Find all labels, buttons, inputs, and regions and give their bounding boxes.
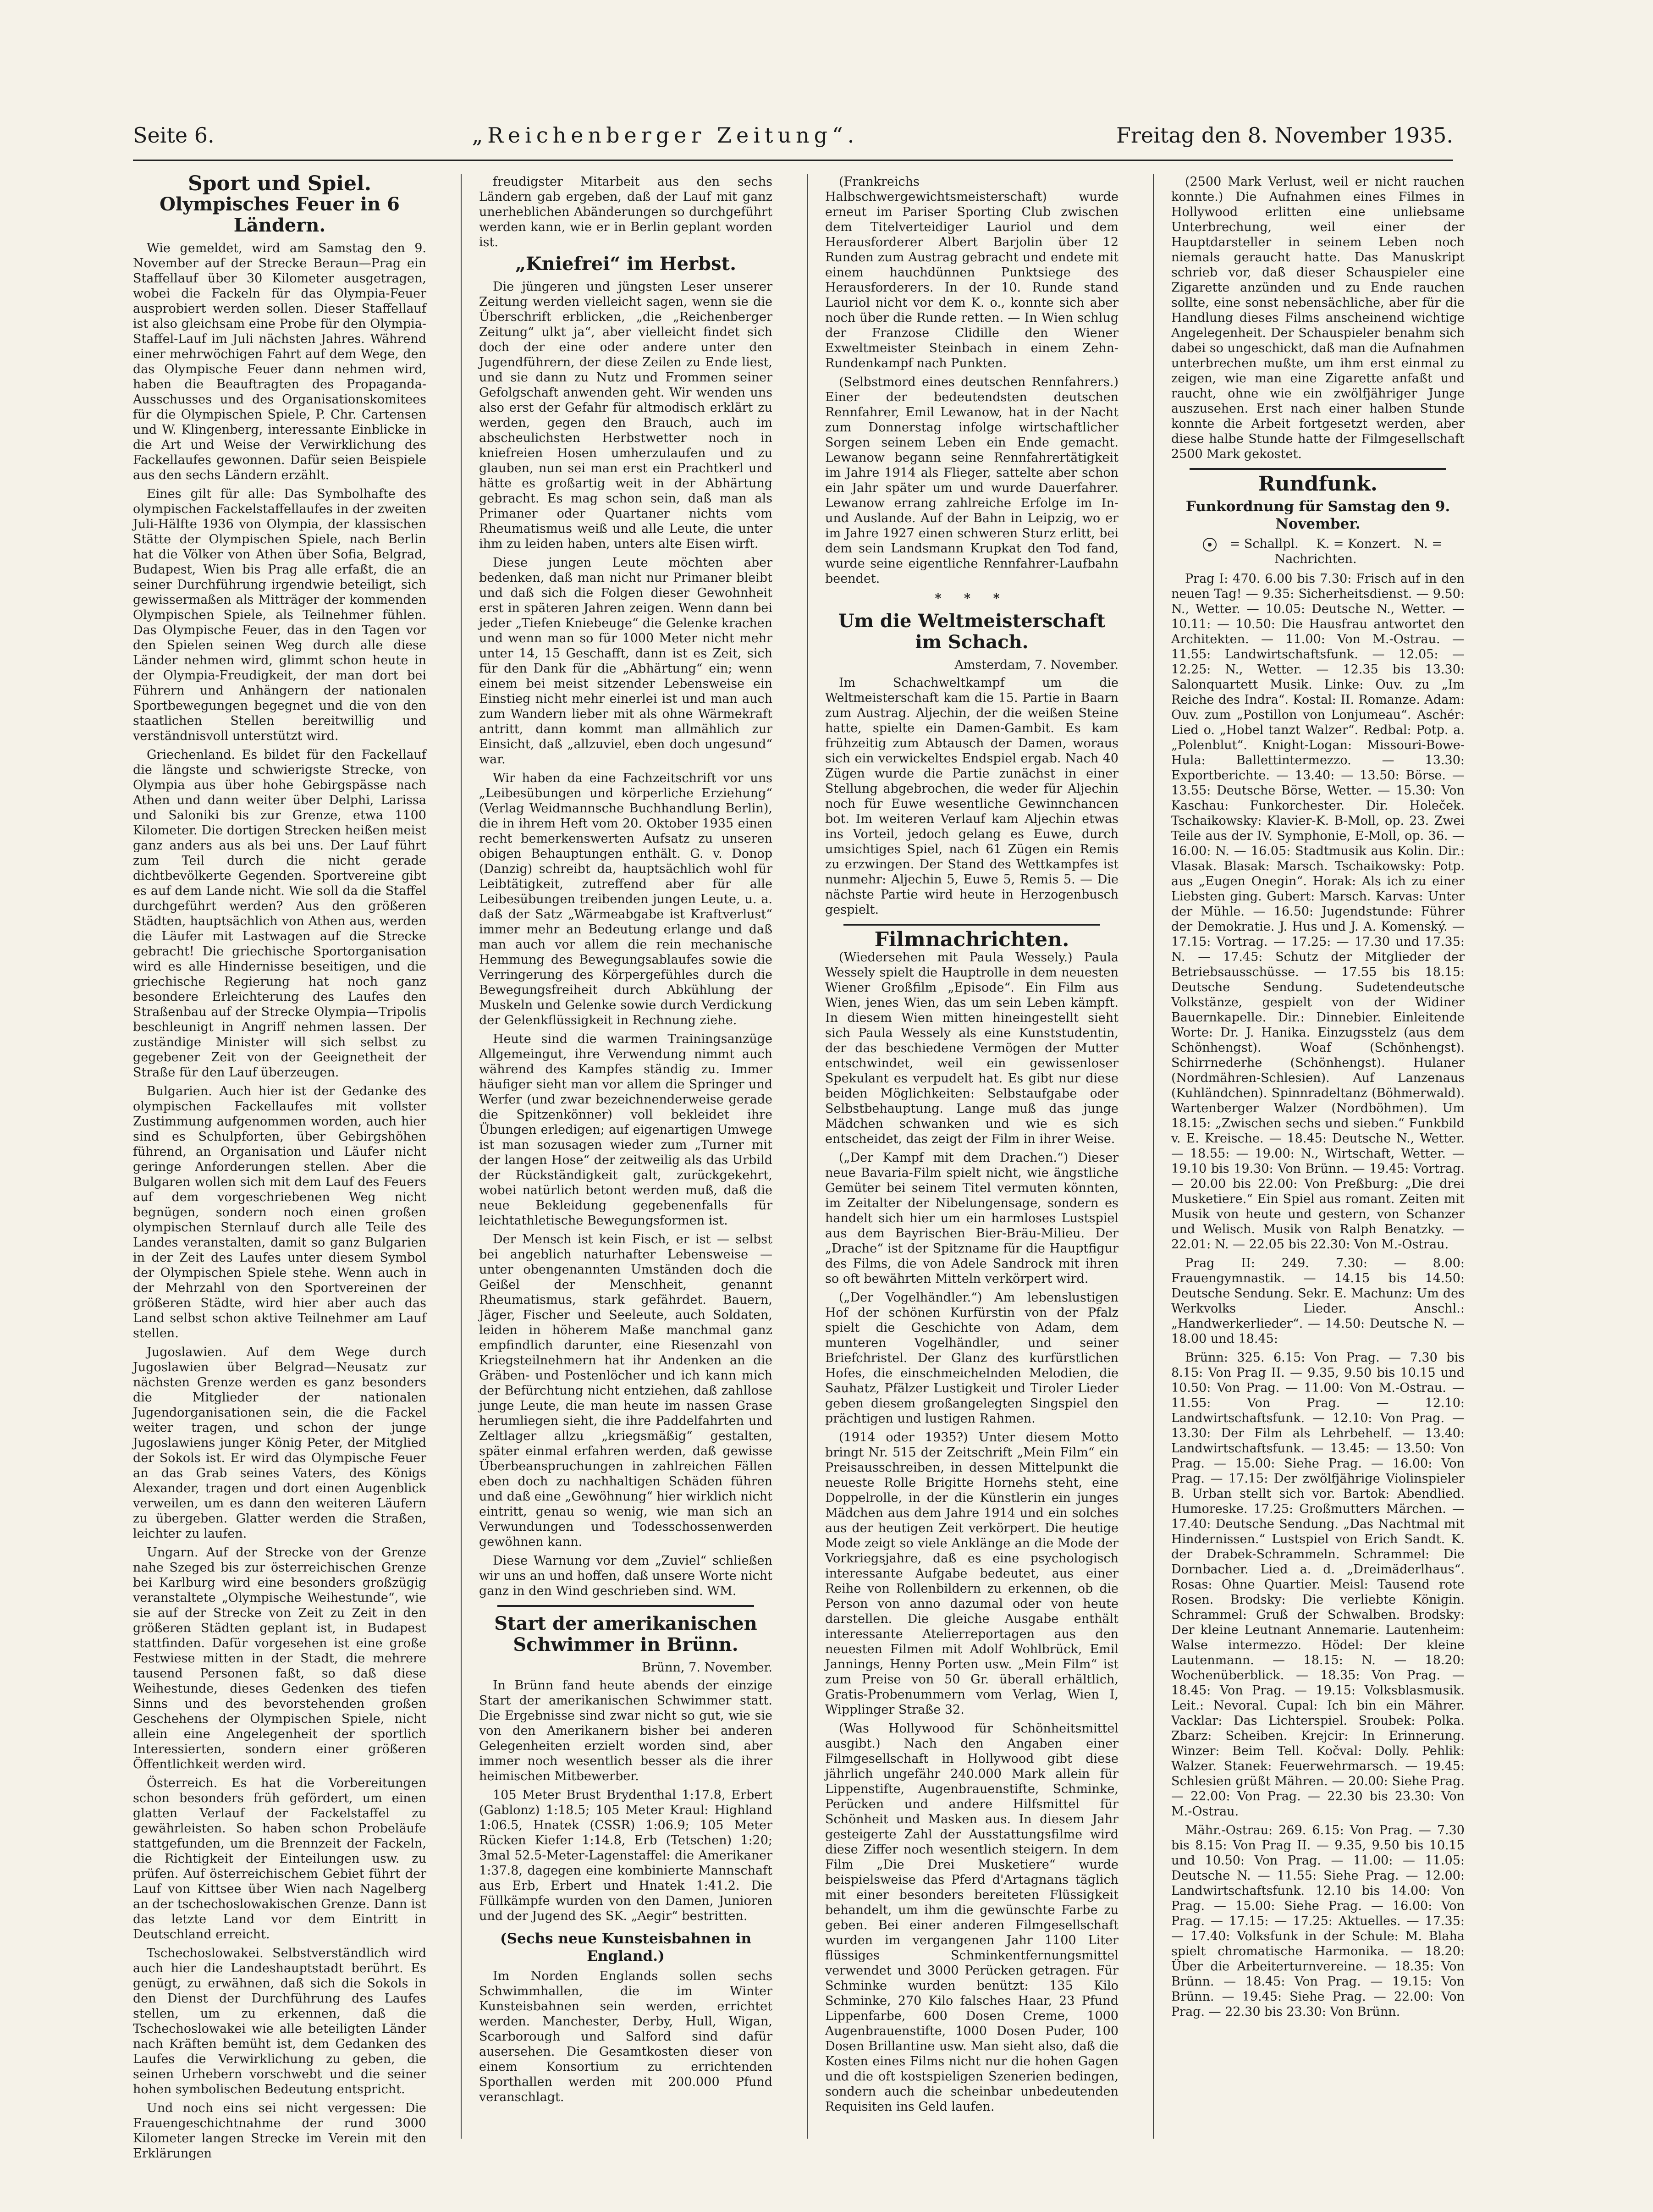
column-4 bbox=[1171, 174, 1465, 2139]
dateline: Brünn, 7. November. bbox=[642, 1660, 772, 1675]
paragraph: 105 Meter Brust Brydenthal 1:17.8, Erbert (Gablonz) 1:18.5; 105 Meter Kraul: Highland 1:06.5, Hnatek (CSSR) 1:06.9; 105 Meter Rücken Kiefer 1:14.8, Erb (Tetschen) 1:20; 3mal 52.5-Meter-Lagenstaffel: die Amerikaner 1:37.8, dagegen eine kombinierte Mannschaft aus Erb, Erbert und Hnatek 1:41.2. Die Füllkämpfe wurden von den Damen, Junioren und der Jugend des SK. „Aegir“ bestritten. bbox=[479, 1788, 772, 1923]
paragraph: (1914 oder 1935?) Unter diesem Motto bringt Nr. 515 der Zeitschrift „Mein Film“ ein Preisausschreiben, in dessen Mittelpunkt die neueste Rolle Brigitte Hornehs steht, eine Doppelrolle, in der die Künstlerin ein junges Mädchen aus dem Jahre 1914 und ein solches aus der heutigen Zeit verkörpert. Die heutige Mode zeigt so viele Anklänge an die Mode der Vorkriegsjahre, daß es eine psychologisch interessante Aufgabe bedeutet, aus einer Reihe von Rollenbildern zu erkennen, ob die Person von anno dazumal oder von heute darstellen. Die gleiche Ausgabe enthält interessante Atelierreportagen aus den neuesten Filmen mit Adolf Wohlbrück, Emil Jannings, Henny Porten usw. „Mein Film“ ist zum Preise von 50 Gr. überall erhältlich, Gratis-Probenummern vom Verlag, Wien I, Wipplinger Straße 32. bbox=[825, 1430, 1119, 1717]
article-olympic-fire bbox=[133, 241, 426, 2161]
column-2 bbox=[479, 174, 772, 2139]
paragraph: Diese jungen Leute möchten aber bedenken, daß man nicht nur Primaner bleibt und daß sich die Folgen dieser Gewohnheit erst in späteren Jahren zeigen. Wenn dann bei jeder „Tiefen Kniebeuge“ die Gelenke krachen und wenn man so für 1000 Meter nicht mehr unter 14, 15 Geschafft, dann ist es Zeit, sich für den Dank für die „Abhärtung“ ein; wenn einem bei meist sitzender Lebensweise ein Einstieg nicht mehr einerlei ist und man auch zum Wandern lieber mit als ohne Wärmekraft antritt, dann kommt man allmählich zur Einsicht, daß „allzuviel, eben doch ungesund“ war. bbox=[479, 556, 772, 767]
paragraph: Mähr.-Ostrau: 269. 6.15: Von Prag. — 7.30 bis 8.15: Von Prag II. — 9.35, 9.50 bis 10.15 und 10.50: Von Prag. — 11.00: — 11.05: Deutsche N. — 11.55: Siehe Prag. — 12.00: Landwirtschaftsfunk. 12.10 bis 14.00: Von Prag. — 15.00: Siehe Prag. — 16.00: Von Prag. — 17.15: — 17.25: Aktuelles. — 17.35: — 17.40: Volksfunk in der Schule: M. Blaha spielt chromatische Harmonika. — 18.20: Über die Arbeiterturnvereine. — 18.35: Von Brünn. — 18.45: Von Prag. — 19.15: Von Brünn. — 19.45: Siehe Prag. — 22.00: Von Prag. — 22.30 bis 23.30: Von Brünn. bbox=[1171, 1823, 1465, 2019]
paragraph: Österreich. Es hat die Vorbereitungen schon besonders früh gefördert, um einen glatten Verlauf der Fackelstaffel zu gewährleisten. So haben schon Probeläufe stattgefunden, um die Brennzeit der Fackeln, die Richtigkeit der Einteilungen usw. zu prüfen. Auf österreichischem Gebiet führt der Lauf von Kittsee über Wien nach Nagelberg an der tschechoslowakischen Grenze. Dann ist das letzte Land vor dem Eintritt in Deutschland erreicht. bbox=[133, 1776, 426, 1942]
paragraph: (2500 Mark Verlust, weil er nicht rauchen konnte.) Die Aufnahmen eines Filmes in Hollywood erlitten eine unliebsame Unterbrechung, weil einer der Hauptdarsteller in seinem Leben noch niemals geraucht hatte. Das Manuskript schrieb vor, daß dieser Schauspieler eine Zigarette anzünden und zu Ende rauchen sollte, eine sonst nebensächliche, aber für die Handlung dieses Films anscheinend wichtige Angelegenheit. Der Schauspieler benahm sich dabei so ungeschickt, daß man die Aufnahmen unterbrechen mußte, um ihm erst einmal zu zeigen, wie man eine Zigarette anfaßt und raucht, ohne wie ein zwölfjähriger Junge auszusehen. Erst nach einer halben Stunde konnte die Arbeit fortgesetzt werden, aber diese halbe Stunde hatte der Filmgesellschaft 2500 Mark gekostet. bbox=[1171, 175, 1465, 461]
paragraph: In Brünn fand heute abends der einzige Start der amerikanischen Schwimmer statt. Die Ergebnisse sind zwar nicht so gut, wie sie von den Amerikanern bisher bei anderen Gelegenheiten erzielt worden sind, aber immer noch wesentlich besser als die ihrer heimischen Mitbewerber. bbox=[479, 1678, 772, 1783]
paragraph: (Frankreichs Halbschwergewichtsmeisterschaft) wurde erneut im Pariser Sporting Club zwischen dem Titelverteidiger Lauriol und dem Herausforderer Albert Barjolin über 12 Runden zum Austrag gebracht und endete mit einem hauchdünnen Punktsiege des Herausforderers. In der 10. Runde stand Lauriol nicht vor dem K. o., konnte sich aber noch über die Runde retten. — In Wien schlug der Franzose Clidille den Wiener Exweltmeister Steinbach in einem Zehn-Rundenkampf nach Punkten. bbox=[825, 175, 1119, 370]
article-divider bbox=[497, 1605, 754, 1607]
paragraph: Bulgarien. Auch hier ist der Gedanke des olympischen Fackellaufes mit vollster Zustimmung aufgenommen worden, auch hier sind es Schulpforten, über Gebirgshöhen führend, an Organisation und Läufer nicht geringe Anforderungen stellen. Aber die Bulgaren wollen sich mit dem Lauf des Feuers auf dem vorgeschriebenen Weg nicht begnügen, sondern noch einen großen olympischen Sternlauf durch alle Teile des Landes veranstalten, damit so ganz Bulgarien in der Zeit des Laufes unter diesem Symbol der Olympischen Spiele stehe. Wenn auch in der Mehrzahl von den Sportvereinen der größeren Städte, wird hier aber auch das Land selbst schon aktive Teilnehmer am Lauf stellen. bbox=[133, 1084, 426, 1340]
headline-olympic-fire: Olympisches Feuer in 6 Ländern. bbox=[160, 193, 400, 236]
section-title-film: Filmnachrichten. bbox=[874, 928, 1069, 951]
paragraph: Eines gilt für alle: Das Symbolhafte des olympischen Fackelstaffellaufes in der zweiten Juli-Hälfte 1936 von Olympia, der klassischen Stätte der Olympischen Spiele, nach Berlin hat die Völker von Athen über Sofia, Belgrad, Budapest, Wien bis Prag alle erfaßt, die an seiner Durchführung irgendwie beteiligt, sich gewissermaßen als Mitträger der kommenden Olympischen Spiele, als Teilnehmer fühlen. Das Olympische Feuer, das in den Tagen vor den Spielen seinen Weg durch alle diese Länder nehmen wird, glimmt schon heute in der Olympia-Freudigkeit, der man dort bei Führern und Anhängern der nationalen Sportbewegungen begegnet und die von den staatlichen Stellen bereitwillig und verständnisvoll unterstützt wird. bbox=[133, 487, 426, 743]
paragraph: Der Mensch ist kein Fisch, er ist — selbst bei angeblich naturhafter Lebensweise — unter obengenannten Umständen doch die Geißel der Menschheit, genannt Rheumatismus, stark gefährdet. Bauern, Jäger, Fischer und Seeleute, auch Soldaten, leiden in höherem Maße manchmal ganz empfindlich darunter, eine Riesenzahl von Kriegsteilnehmern hat ihr Andenken an die Gräben- und Postenlöcher und ich kann mich der Befürchtung nicht entziehen, daß zahllose junge Leute, die man heute im nassen Grase herumliegen sieht, die ihre Paddelfahrten und Zeltlager allzu „kriegsmäßig“ gestalten, später einmal erfahren werden, daß gewisse Überbeanspruchungen in zahlreichen Fällen eben doch zu nachhaltigen Schäden führen und daß eine „Gewöhnung“ hier wirklich nicht eintritt, genau so wenig, wie man sich an Verwundungen und Todesschossenwerden gewöhnen kann. bbox=[479, 1232, 772, 1549]
legend-concert: K. = Konzert. bbox=[1316, 537, 1401, 551]
paragraph: (Wiedersehen mit Paula Wessely.) Paula Wessely spielt die Hauptrolle in dem neuesten Wiener Großfilm „Episode“. Ein Film aus Wien, jenes Wien, das um sein Leben kämpft. In diesem Wien mitten hineingestellt sieht sich Paula Wessely als eine Kunststudentin, der das beschiedene Vermögen der Mutter entschwindet, weil ein gewissenloser Spekulant es verpudelt hat. Es gibt nur diese beiden Möglichkeiten: Selbstaufgabe oder Selbstbehauptung. Lange muß das junge Mädchen schwanken und wie es sich entscheidet, das zeigt der Film in ihrer Weise. bbox=[825, 950, 1119, 1146]
paragraph: („Der Kampf mit dem Drachen.“) Dieser neue Bavaria-Film spielt nicht, wie ängstliche Gemüter bei seinem Titel vermuten könnten, im Zeitalter der Nibelungensage, sondern es handelt sich hier um ein harmloses Lustspiel aus dem Bayrischen Bier-Bräu-Milieu. Der „Drache“ ist der Spitzname für die Hauptfigur des Films, die von Adele Sandrock mit ihren so oft bewährten Mitteln verkörpert wird. bbox=[825, 1151, 1119, 1286]
legend-record: = Schallpl. bbox=[1198, 537, 1303, 551]
paragraph: Die jüngeren und jüngsten Leser unserer Zeitung werden vielleicht sagen, wenn sie die Überschrift erblicken, „die „Reichenberger Zeitung“ ulkt ja“, aber vielleicht findet sich doch der eine oder andere unter den Jugendführern, der diese Zeilen zu Ende liest, und sie dann zu Nutz und Frommen seiner Gefolgschaft anwenden geht. Wir wenden uns also erst der Gefahr für altmodisch erklärt zu werden, gegen den Brauch, auch im abscheulichsten Herbstwetter noch in kniefreien Hosen umherzulaufen und zu glauben, nun sei man erst ein Prachtkerl und hätte es großartig weit in der Abhärtung gebracht. Es mag schon sein, daß man als Primaner oder Quartaner nichts vom Rheumatismus weiß und alle Leute, die unter ihm zu leiden haben, unters alte Eisen wirft. bbox=[479, 280, 772, 551]
headline-ice-rinks: (Sechs neue Kunsteisbahnen in England.) bbox=[500, 1931, 752, 1964]
paragraph: (Was Hollywood für Schönheitsmittel ausgibt.) Nach den Angaben einer Filmgesellschaft in Hollywood gibt diese jährlich ungefähr 240.000 Mark allein für Lippenstifte, Augenbrauenstifte, Schminke, Perücken und andere Hilfsmittel für Schönheit und Masken aus. In diesem Jahr gesteigerte Zahl der Ausstattungsfilme wird diese Ziffer noch wesentlich steigern. In dem Film „Die Drei Musketiere“ wurde beispielsweise das Pferd d'Artagnans täglich mit einer besonders bereiteten Flüssigkeit behandelt, um ihm die gewünschte Farbe zu geben. Bei einer anderen Filmgesellschaft wurden im vergangenen Jahr 1100 Liter flüssiges Schminkentfernungsmittel verwendet und 3000 Perücken getragen. Für Schminke wurden benützt: 135 Kilo Schminke, 270 Kilo falsches Haar, 23 Pfund Lippenfarbe, 600 Dosen Creme, 1000 Augenbrauenstifte, 1000 Dosen Puder, 100 Dosen Brillantine usw. Man sieht also, daß die Kosten eines Films nicht nur die hohen Gagen und die oft kostspieligen Szenerien bedingen, sondern auch die scheinbar unbedeutenden Requisiten ins Geld laufen. bbox=[825, 1721, 1119, 2114]
article-divider bbox=[843, 924, 1100, 926]
paragraph: Jugoslawien. Auf dem Wege durch Jugoslawien über Belgrad—Neusatz zur nächsten Grenze werden es ganz besonders die Mitglieder der nationalen Jugendorganisationen sein, die die Fackel weiter tragen, und schon der junge Jugoslawiens junger König Peter, der Mitglied der Sokols ist. Er wird das Olympische Feuer an das Grab seines Vaters, des Königs Alexander, tragen und dort einen Augenblick verweilen, um es dann den weiteren Läufern zu übergeben. Glatter werden die Straßen, leichter zu laufen. bbox=[133, 1345, 426, 1541]
paragraph: (Selbstmord eines deutschen Rennfahrers.) Einer der bedeutendsten deutschen Rennfahrer, Emil Lewanow, hat in der Nacht zum Donnerstag infolge wirtschaftlicher Sorgen seinem Leben ein Ende gemacht. Lewanow begann seine Rennfahrertätigkeit im Jahre 1914 als Flieger, sattelte aber schon ein Jahr später um und wurde Dauerfahrer. Lewanow errang zahlreiche Erfolge im In- und Auslande. Auf der Bahn in Leipzig, wo er im Jahre 1927 einen schweren Sturz erlitt, bei dem sein Landsmann Krupkat den Tod fand, wurde seine eigentliche Rennfahrer-Laufbahn beendet. bbox=[825, 375, 1119, 586]
record-icon bbox=[1203, 538, 1217, 552]
legend-news: N. = Nachrichten. bbox=[1274, 537, 1442, 566]
paragraph: Wie gemeldet, wird am Samstag den 9. November auf der Strecke Beraun—Prag ein Staffellauf über 30 Kilometer ausgetragen, wobei die Fackeln für das Olympia-Feuer ausprobiert werden sollen. Dieser Staffellauf ist also gleichsam eine Probe für den Olympia-Staffel-Lauf im Juli nächsten Jahres. Während einer mehrwöchigen Fahrt auf dem Wege, den das Olympische Feuer dann nehmen wird, haben die Beauftragten des Propaganda-Ausschusses und des Organisationskomitees für die Olympischen Spiele, P. Chr. Cartensen und W. Klingenberg, interessante Einblicke in die Art und Weise der Verwirklichung des Fackellaufes gewonnen. Dafür seien Beispiele aus den sechs Ländern erzählt. bbox=[133, 241, 426, 482]
radio-schedule-heading: Funkordnung für Samstag den 9. November. bbox=[1185, 498, 1450, 532]
page-header bbox=[133, 123, 1453, 161]
paragraph: Ungarn. Auf der Strecke von der Grenze nahe Szeged bis zur österreichischen Grenze bei Karlburg wird eine besonders großzügig veranstaltete „Olympische Weihestunde“, wie sie auf der Strecke von Zeit zu Zeit in den größeren Städten geplant ist, in Budapest stattfinden. Dafür vorgesehen ist eine große Festwiese mitten in der Stadt, die mehrere tausend Personen faßt, so daß diese Weihestunde, dieses Gedenken des tiefen Sinns und des bevorstehenden großen Geschehens der Olympischen Spiele, nicht allein eine Angelegenheit der sportlich Interessierten, sondern einer größeren Öffentlichkeit werden wird. bbox=[133, 1545, 426, 1771]
paragraph: Prag I: 470. 6.00 bis 7.30: Frisch auf in den neuen Tag! — 9.35: Sicherheitsdienst. — 9.50: N., Wetter. — 10.05: Deutsche N., Wetter. — 10.11: — 10.50: Die Hausfrau antwortet den Architekten. — 11.00: Von M.-Ostrau. — 11.55: Landwirtschaftsfunk. — 12.05: — 12.25: N., Wetter. — 12.35 bis 13.30: Salonquartett Musik. Linke: Ouv. zu „Im Reiche des Indra“. Kostal: II. Romanze. Adam: Ouv. zum „Postillon von Lonjumeau“. Aschér: Lied o. „Hobel tanzt Walzer“. Redbal: Potp. a. „Polenblut“. Knight-Logan: Missouri-Bowe-Hula: Ballettintermezzo. — 13.30: Exportberichte. — 13.40: — 13.50: Börse. — 13.55: Deutsche Börse, Wetter. — 15.30: Von Kaschau: Funkorchester. Dir. Holeček. Tschaikowsky: Klavier-K. B-Moll, op. 23. Zwei Teile aus der IV. Symphonie, E-Moll, op. 36. — 16.00: N. — 16.05: Stadtmusik aus Kolin. Dir.: Vlasak. Blasak: Marsch. Tschaikowsky: Potp. aus „Eugen Onegin“. Horak: Als ich zu einer Liebsten ging. Gubert: Marsch. Karvas: Unter der Mühle. — 16.50: Jugendstunde: Führer der Demokratie. J. Hus und J. A. Komenský. — 17.15: Vortrag. — 17.25: — 17.30 und 17.35: N. — 17.45: Schutz der Mitglieder der Betriebsausschüsse. — 17.55 bis 18.15: Deutsche Sendung. Sudetendeutsche Volkstänze, gespielt von der Widiner Bauernkapelle. Dir.: Dinnebier. Einleitende Worte: Dr. J. Hanika. Einzugsstelz (aus dem Schönhengst). Woaf (Schönhengst). Schirrnederhe (Schönhengst). Hulaner (Nordmähren-Schlesien). Auf Lanzenaus (Kuhländchen). Spinnradeltanz (Böhmerwald). Wartenberger Walzer (Nordböhmen). Um 18.15: „Zwischen sechs und sieben.“ Funkbild v. E. Kreische. — 18.45: Deutsche N., Wetter. — 18.55: — 19.00: N., Wirtschaft, Wetter. — 19.10 bis 19.30: Von Brünn. — 19.45: Vortrag. — 20.00 bis 22.00: Von Preßburg: „Die drei Musketiere.“ Ein Spiel aus romant. Zeiten mit Musik von heute und gestern, von Schanzer und Welisch. Musik von Ralph Benatzky. — 22.01: N. — 22.05 bis 22.30: Von M.-Ostrau. bbox=[1171, 572, 1465, 1252]
column-divider bbox=[461, 174, 462, 2139]
headline-swimmers: Start der amerikanischen Schwimmer in Brünn. bbox=[494, 1613, 757, 1655]
column-sport bbox=[133, 172, 426, 2161]
issue-date: Freitag den 8. November 1935. bbox=[1116, 123, 1453, 148]
section-title-sport: Sport und Spiel. bbox=[187, 172, 372, 195]
paragraph: freudigster Mitarbeit aus den sechs Ländern gab ergeben, daß der Lauf mit ganz unerheblichen Abänderungen so durchgeführt werden kann, wie er in Berlin geplant worden ist. bbox=[479, 175, 772, 249]
separator-stars: * * * bbox=[935, 591, 1009, 606]
column-3 bbox=[825, 174, 1119, 2139]
paragraph: Und noch eins sei nicht vergessen: Die Frauengeschichtnahme der rund 3000 Kilometer langen Strecke im Verein mit den Erklärungen bbox=[133, 2101, 426, 2161]
radio-legend bbox=[1171, 536, 1465, 567]
headline-chess: Um die Weltmeisterschaft im Schach. bbox=[838, 610, 1106, 653]
paragraph: Diese Warnung vor dem „Zuviel“ schließen wir uns an und hoffen, daß unsere Worte nicht ganz in den Wind geschrieben sind. WM. bbox=[479, 1554, 772, 1598]
paragraph: Heute sind die warmen Trainingsanzüge Allgemeingut, ihre Verwendung nimmt auch während des Kampfes ständig zu. Immer häufiger sieht man vor allem die Springer und Werfer (und zwar bezeichnenderweise gerade die Spitzenkönner) voll bekleidet ihre Übungen erledigen; auf eigenartigen Umwege ist man sozusagen wieder zum „Turner mit der langen Hose“ der zeitweilig als das Urbild der Rückständigkeit galt, zurückgekehrt, wobei natürlich betont werden muß, daß die neue Bekleidung gegebenenfalls für leichtathletische Bewegungsformen ist. bbox=[479, 1032, 772, 1228]
masthead: „Reichenberger Zeitung“. bbox=[472, 123, 859, 148]
paragraph: Griechenland. Es bildet für den Fackellauf die längste und schwierigste Strecke, von Olympia aus über hohe Gebirgspässe nach Athen und dann weiter über Delphi, Larissa und Saloniki bis zur Grenze, etwa 1100 Kilometer. Die dortigen Strecken heißen meist ganz anders aus als bei uns. Der Lauf führt zum Teil durch die nicht gerade dichtbevölkerte Gegenden. Sportvereine gibt es auf dem Lande nicht. Wie soll da die Staffel durchgeführt werden? Aus den größeren Städten, hauptsächlich von Athen aus, werden die Läufer mit Lastwagen auf die Strecke gebracht! Die griechische Sportorganisation wird es alle Hindernisse beseitigen, und die griechische Regierung hat noch ganz besondere Erleichterung des Laufes den Straßenbau auf der Strecke Olympia—Tripolis beschleunigt in Angriff nehmen lassen. Der zuständige Minister will sich selbst zu gegebener Zeit von der Geeignetheit der Straße für den Lauf überzeugen. bbox=[133, 748, 426, 1080]
article-divider bbox=[1190, 468, 1446, 470]
column-divider bbox=[807, 174, 808, 2139]
section-title-radio: Rundfunk. bbox=[1258, 472, 1378, 496]
headline-kniefrei: „Kniefrei“ im Herbst. bbox=[515, 253, 736, 275]
paragraph: Prag II: 249. 7.30: — 8.00: Frauengymnastik. — 14.15 bis 14.50: Deutsche Sendung. Sekr. E. Machunz: Um des Werkvolks Lieder. Anschl.: „Handwerkerlieder“. — 14.50: Deutsche N. — 18.00 und 18.45: bbox=[1171, 1256, 1465, 1346]
paragraph: Tschechoslowakei. Selbstverständlich wird auch hier die Landeshauptstadt berührt. Es genügt, zu erwähnen, daß sich die Sokols in den Dienst der Durchführung des Laufes stellen, um zu erkennen, daß die Tschechoslowakei wie alle beteiligten Länder nach Kräften bemüht ist, dem Gedanken des Laufes die Verwirklichung zu geben, die seinen Urhebern vorschwebt und die seiner hohen symbolischen Bedeutung entspricht. bbox=[133, 1946, 426, 2096]
page-number: Seite 6. bbox=[133, 123, 215, 148]
column-divider bbox=[1153, 174, 1154, 2139]
dateline: Amsterdam, 7. November. bbox=[954, 658, 1119, 672]
paragraph: („Der Vogelhändler.“) Am lebenslustigen Hof der schönen Kurfürstin von der Pfalz spielt die Geschichte von Adam, dem munteren Vogelhändler, und seiner Briefchristel. Der Glanz des kurfürstlichen Hofes, die einschmeichelnden Melodien, die Sauhatz, Pfälzer Lustigkeit und Tiroler Lieder geben diesem großangelegten Singspiel den prächtigen und lustigen Rahmen. bbox=[825, 1291, 1119, 1426]
paragraph: Wir haben da eine Fachzeitschrift vor uns „Leibesübungen und körperliche Erziehung“ (Verlag Weidmannsche Buchhandlung Berlin), die in ihrem Heft vom 20. Oktober 1935 einen recht bemerkenswerten Aufsatz zu unseren obigen Behauptungen enthält. G. v. Donop (Danzig) schreibt da, hauptsächlich wohl für Leibtätigkeit, zutreffend aber für alle Leibesübungen treibenden jungen Leute, u. a. daß der Satz „Wärmeabgabe ist Kraftverlust“ immer mehr an Bedeutung erlange und daß man auch vor allem die rein mechanische Hemmung des Bewegungsablaufes sowie die Verringerung des Körpergefühles durch die Bewegungsfreiheit durch Abkühlung der Muskeln und Gelenke sowie durch Verdickung der Gelenkflüssigkeit in Rechnung ziehe. bbox=[479, 771, 772, 1027]
paragraph: Im Norden Englands sollen sechs Schwimmhallen, die im Winter Kunsteisbahnen sein werden, errichtet werden. Manchester, Derby, Hull, Wigan, Scarborough und Salford sind dafür ausersehen. Die Gesamtkosten dieser von einem Konsortium zu errichtenden Sporthallen werden mit 200.000 Pfund veranschlagt. bbox=[479, 1969, 772, 2104]
paragraph: Brünn: 325. 6.15: Von Prag. — 7.30 bis 8.15: Von Prag II. — 9.35, 9.50 bis 10.15 und 10.50: Von Prag. — 11.00: Von M.-Ostrau. — 11.55: Von Prag. — 12.10: Landwirtschaftsfunk. — 12.10: Von Prag. — 13.30: Der Film als Lehrbehelf. — 13.40: Landwirtschaftsfunk. — 13.45: — 13.50: Von Prag. — 15.00: Siehe Prag. — 16.00: Von Prag. — 17.15: Der zwölfjährige Violinspieler B. Urban stellt sich vor. Bartok: Abendlied. Humoreske. 17.25: Großmutters Märchen. — 17.40: Deutsche Sendung. „Das Nachtmal mit Hindernissen.“ Lustspiel von Erich Sandt. K. der Drabek-Schrammeln. Schrammel: Die Dornbacher. Lied a. d. „Dreimäderlhaus“. Rosas: Ohne Quartier. Meisl: Tausend rote Rosen. Brodsky: Die verliebte Königin. Schrammel: Gruß der Schwalben. Brodsky: Der kleine Leutnant Annemarie. Lautenheim: Walse intermezzo. Hödel: Der kleine Lautenmann. — 18.15: N. — 18.20: Wochenüberblick. — 18.35: Von Prag. — 18.45: Von Prag. — 19.15: Volksblasmusik. Leit.: Nevoral. Cupal: Ich bin ein Mährer. Vacklar: Das Lichterspiel. Sroubek: Polka. Zbarz: Scheiben. Krejcir: In Erinnerung. Winzer: Beim Tell. Kočval: Dolly. Pehlik: Walzer. Stanek: Feuerwehrmarsch. — 19.45: Schlesien grüßt Mähren. — 20.00: Siehe Prag. — 22.00: Von Prag. — 22.30 bis 23.30: Von M.-Ostrau. bbox=[1171, 1351, 1465, 1819]
paragraph: Im Schachweltkampf um die Weltmeisterschaft kam die 15. Partie in Baarn zum Austrag. Aljechin, der die weißen Steine hatte, spielte ein Damen-Gambit. Es kam frühzeitig zum Abtausch der Damen, woraus sich ein verwickeltes Endspiel ergab. Nach 40 Zügen wurde die Partie zunächst in einer Stellung abgebrochen, die weder für Aljechin noch für Euwe wesentliche Gewinnchancen bot. Im weiteren Verlauf kam Aljechin etwas ins Vorteil, jedoch gelang es Euwe, durch umsichtiges Spiel, nach 61 Zügen ein Remis zu erzwingen. Der Stand des Wettkampfes ist nunmehr: Aljechin 5, Euwe 5, Remis 5. — Die nächste Partie wird heute in Herzogenbusch gespielt. bbox=[825, 676, 1119, 917]
